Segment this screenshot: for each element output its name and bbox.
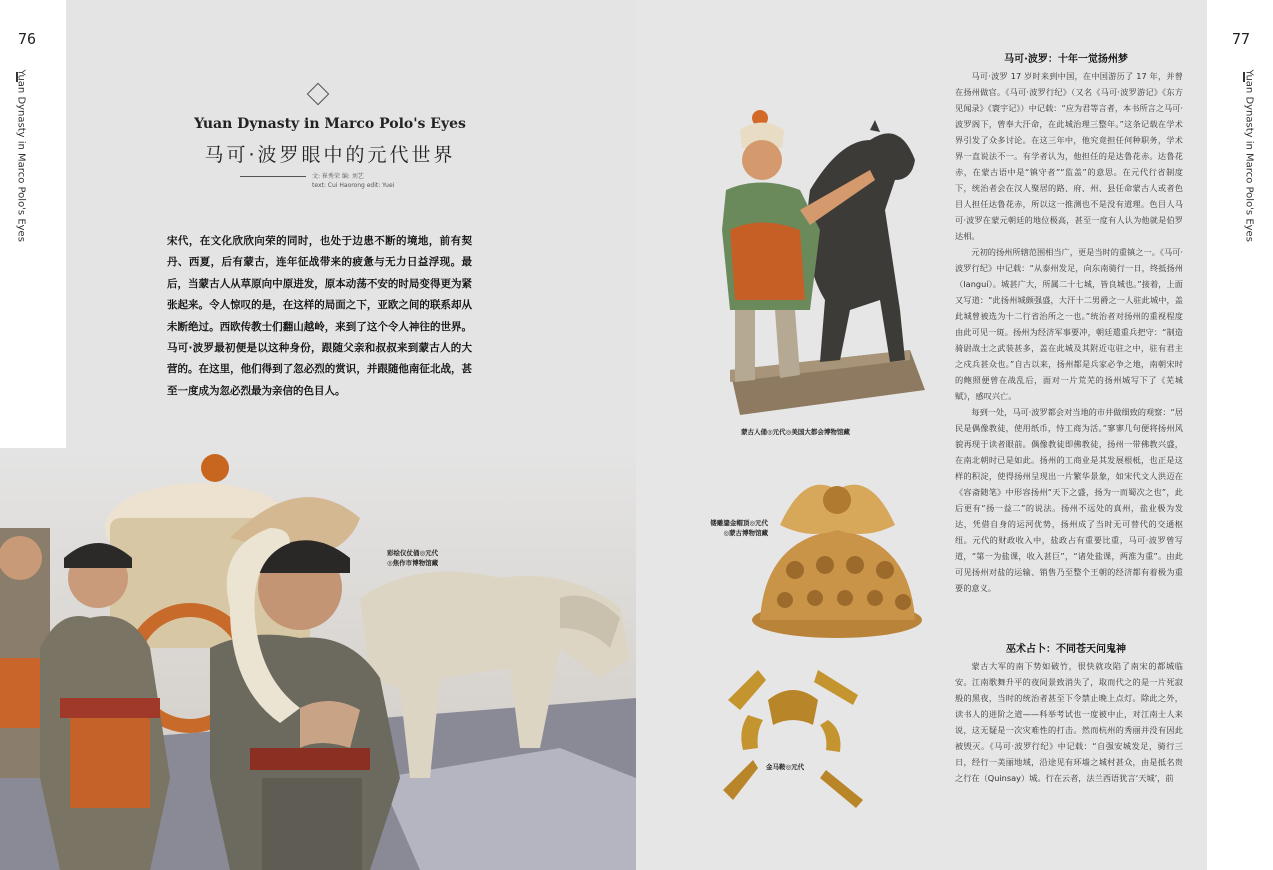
saddle-photo bbox=[718, 660, 868, 810]
horse-rider-caption: 蒙古人俑◎元代◎美国大都会博物馆藏 bbox=[741, 428, 850, 436]
page-number-right: 77 bbox=[1232, 30, 1251, 48]
figurines-caption-line1: 彩绘仪仗俑◎元代 bbox=[387, 549, 439, 557]
credits bbox=[312, 172, 394, 190]
page-number-left: 76 bbox=[18, 30, 37, 48]
section1-body bbox=[955, 68, 1183, 596]
crown-caption-line2: ◎蒙古博物馆藏 bbox=[723, 529, 768, 537]
credits-chinese: 文: 崔秀荣 编: 刘艺 bbox=[312, 173, 364, 180]
section1-paragraph: 马可·波罗 17 岁时来到中国，在中国游历了 17 年，并曾在扬州做官。《马可·波罗行纪》（又名《马可·波罗游记》《东方见闻录》《寰宇记》）中记载：“应为君等言者，本书所言之马可·波罗阁下，曾奉大汗命，在此城治理三整年。”这条记载在学术界引发了众多讨论。在这三年中，他究竟担任何种职务，学术界一直说法不一。有学者认为，他担任的是达鲁花赤。达鲁花赤，在蒙古语中是“镇守者”“监盖”的意思。在元代行省制度下，统治者会在汉人聚居的路、府、州、县任命蒙古人或者色目人担任达鲁花赤，所以这一推测也不是没有道理。色目人马可·波罗在蒙元朝廷的地位极高，甚至一度有人认为他就是伯罗达相。 bbox=[955, 71, 1183, 241]
credits-english: text: Cui Haorong edit: Yuei bbox=[312, 182, 395, 189]
figurines-caption bbox=[387, 548, 438, 568]
section1-paragraph: 每到一处，马可·波罗都会对当地的市井做细致的观察：“居民是偶像教徒，使用纸币，恃工商为活。”寥寥几句便将扬州风貌再现于读者眼前。偶像教徒即佛教徒，扬州一带佛教兴盛，在南北朝时已是如此。扬州的工商业是其发展根柢，也正是这样的积淀，使得扬州呈现出一片繁华景象，如宋代文人洪迈在《容斋随笔》中形容扬州“天下之盛，扬为一而蜀次之也”，此后更有“扬一益二”的说法。扬州不远处的真州，盐业极为发达，凭借自身的运河优势，扬州成了当时无可替代的交通枢纽。元代的财政收入中，盐政占有重要比重，马可·波罗曾写道，“第一为盐课，收入甚巨”，“诸处盐课，两淮为重”。由此可见扬州对盐的运输、销售乃至整个王朝的经济都有着极为重要的意义。 bbox=[955, 407, 1183, 593]
saddle-caption: 金马鞍◎元代 bbox=[766, 763, 805, 771]
crown-caption-line1: 镂雕鎏金帽顶◎元代 bbox=[710, 519, 768, 527]
section1-heading: 马可·波罗：十年一觉扬州梦 bbox=[1004, 54, 1128, 65]
section1-paragraph: 元初的扬州所辖范围相当广，更是当时的重镇之一。《马可·波罗行纪》中记载：“从泰州发足，向东南骑行一日，终抵扬州（Ianguí）。城甚广大，所属二十七城，皆良城也。”接着，上面又写道：“此扬州城颇强盛，大汗十二男爵之一人驻此城中，盖此城曾被选为十二行省治所之一也。”统治者对扬州的重视程度由此可见一斑。扬州为经济军事要冲，朝廷遣重兵把守：“制造骑尉战士之武装甚多，盖在此城及其附近屯驻之中，驻有君主之戍兵甚众也。”自古以来，扬州都是兵家必争之地，南朝宋时的鲍照便曾在战乱后，面对一片荒芜的扬州城写下了《芜城赋》，感叹兴亡。 bbox=[955, 247, 1183, 401]
crown-caption bbox=[668, 518, 768, 538]
right-margin bbox=[1207, 0, 1273, 870]
figurines-photo bbox=[0, 448, 636, 870]
crown-photo bbox=[745, 470, 930, 645]
title-english: Yuan Dynasty in Marco Polo's Eyes bbox=[194, 116, 466, 132]
section2-heading: 巫术占卜：不同苍天问鬼神 bbox=[1006, 644, 1126, 655]
figurines-caption-line2: ◎焦作市博物馆藏 bbox=[387, 559, 439, 567]
title-chinese: 马可·波罗眼中的元代世界 bbox=[204, 144, 456, 166]
section2-body bbox=[955, 658, 1183, 786]
running-head-right: Yuan Dynasty in Marco Polo's Eyes bbox=[1243, 69, 1255, 242]
horse-rider-photo bbox=[700, 100, 930, 420]
running-head-left: Yuan Dynasty in Marco Polo's Eyes bbox=[15, 69, 27, 242]
intro-paragraph: 宋代，在文化欣欣向荣的同时，也处于边患不断的境地，前有契丹、西夏，后有蒙古，连年征战带来的疲惫与无力日益浮现。最后，当蒙古人从草原向中原进发，原本动荡不安的时局变得更为紧张起来。令人惊叹的是，在这样的局面之下，亚欧之间的联系却从未断绝过。西欧传教士们翻山越岭，来到了这个令人神往的世界。马可·波罗最初便是以这种身份，跟随父亲和叔叔来到蒙古人的大营的。在这里，他们得到了忽必烈的赏识，并跟随他南征北战，甚至一度成为忽必烈最为亲信的色目人。 bbox=[167, 235, 472, 397]
credit-rule bbox=[240, 176, 306, 177]
section2-paragraph: 蒙古大军的南下势如破竹，很快就攻陷了南宋的都城临安。江南歌舞升平的夜间景致消失了，取而代之的是一片死寂般的黑夜，当时的统治者甚至下令禁止晚上点灯。除此之外，读书人的进阶之道——科举考试也一度被中止，对江南士人来说，这无疑是一次灾难性的打击。然而杭州的秀丽并没有因此被毁灭。《马可·波罗行纪》中记载：“自强安城发足，骑行三日，经行一美丽地域，沿途见有环墙之城村甚众，由是抵名贵之行在（Quinsay）城。行在云者，法兰西语犹言‘天城’，前 bbox=[955, 661, 1183, 783]
